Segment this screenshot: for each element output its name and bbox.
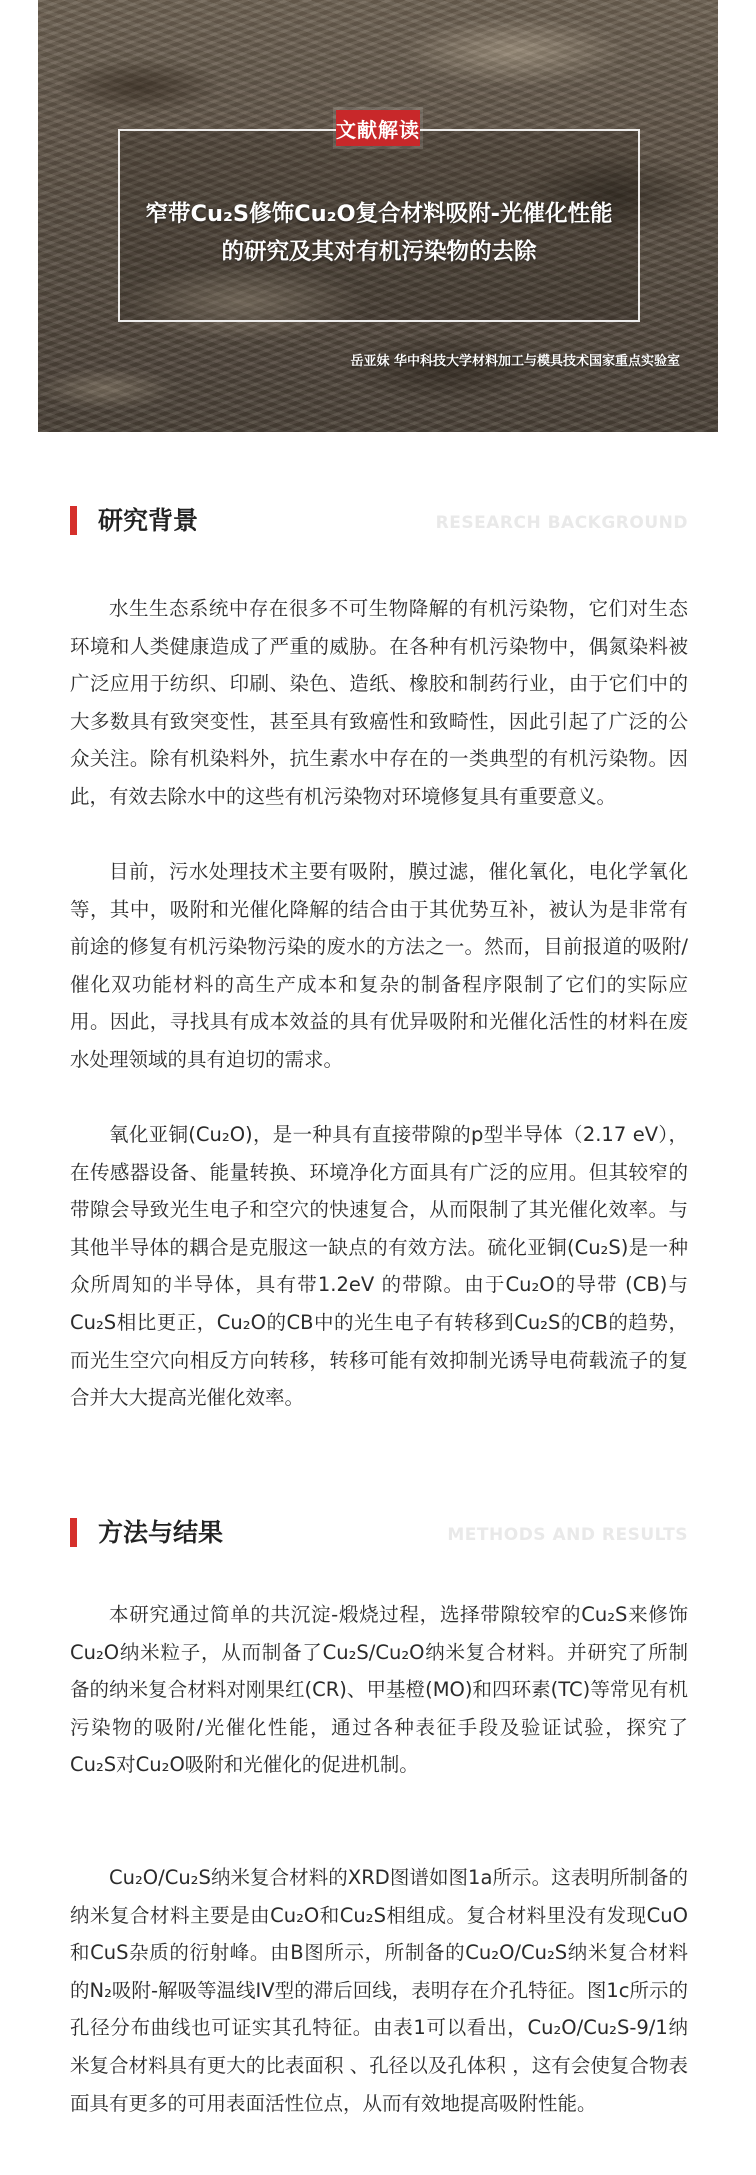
- section-title: 方法与结果: [98, 1518, 224, 1547]
- section-heading-background: [70, 505, 688, 539]
- hero-banner: [38, 0, 718, 432]
- article-title: [118, 195, 640, 271]
- article-title-line-1: 窄带Cu₂S修饰Cu₂O复合材料吸附-光催化性能: [145, 201, 613, 227]
- paragraph: 目前，污水处理技术主要有吸附，膜过滤，催化氧化，电化学氧化等，其中，吸附和光催化降解的结合由于其优势互补，被认为是非常有前途的修复有机污染物污染的废水的方法之一。然而，目前报道的吸附/催化双功能材料的高生产成本和复杂的制备程序限制了它们的实际应用。因此，寻找具有成本效益的具有优异吸附和光催化活性的材料在废水处理领域的具有迫切的需求。: [70, 860, 688, 1071]
- section-marker: [70, 506, 77, 535]
- author-affiliation: 岳亚妹 华中科技大学材料加工与模具技术国家重点实验室: [350, 354, 680, 369]
- section-heading-methods: [70, 1517, 688, 1551]
- paragraph: Cu₂O/Cu₂S纳米复合材料的XRD图谱如图1a所示。这表明所制备的纳米复合材料主要是由Cu₂O和Cu₂S相组成。复合材料里没有发现CuO和CuS杂质的衍射峰。由B图所示，所制备的Cu₂O/Cu₂S纳米复合材料的N₂吸附-解吸等温线IV型的滞后回线，表明存在介孔特征。图1c所示的孔径分布曲线也可证实其孔特征。由表1可以看出，Cu₂O/Cu₂S-9/1纳米复合材料具有更大的比表面积 、孔径以及孔体积 ，这有会使复合物表面具有更多的可用表面活性位点，从而有效地提高吸附性能。: [70, 1866, 688, 2115]
- paragraph: 本研究通过简单的共沉淀-煅烧过程，选择带隙较窄的Cu₂S来修饰Cu₂O纳米粒子，从而制备了Cu₂S/Cu₂O纳米复合材料。并研究了所制备的纳米复合材料对刚果红(CR)、甲基橙(MO)和四环素(TC)等常见有机污染物的吸附/光催化性能，通过各种表征手段及验证试验，探究了Cu₂S对Cu₂O吸附和光催化的促进机制。: [70, 1603, 688, 1777]
- journal-logo: 文献解读: [336, 110, 420, 146]
- section-marker: [70, 1518, 77, 1547]
- section-title-english: RESEARCH BACKGROUND: [435, 513, 688, 533]
- section-title-english: METHODS AND RESULTS: [447, 1525, 688, 1545]
- paragraph: 氧化亚铜(Cu₂O)，是一种具有直接带隙的p型半导体（2.17 eV），在传感器设备、能量转换、环境净化方面具有广泛的应用。但其较窄的带隙会导致光生电子和空穴的快速复合，从而限制了其光催化效率。与其他半导体的耦合是克服这一缺点的有效方法。硫化亚铜(Cu₂S)是一种众所周知的半导体，具有带1.2eV 的带隙。由于Cu₂O的导带 (CB)与Cu₂S相比更正，Cu₂O的CB中的光生电子有转移到Cu₂S的CB的趋势，而光生空穴向相反方向转移，转移可能有效抑制光诱导电荷载流子的复合并大大提高光催化效率。: [70, 1123, 688, 1410]
- article-title-line-2: 的研究及其对有机污染物的去除: [221, 239, 537, 265]
- section-title: 研究背景: [98, 506, 199, 535]
- paragraph: 水生生态系统中存在很多不可生物降解的有机污染物，它们对生态环境和人类健康造成了严重的威胁。在各种有机污染物中，偶氮染料被广泛应用于纺织、印刷、染色、造纸、橡胶和制药行业，由于它们中的大多数具有致突变性，甚至具有致癌性和致畸性，因此引起了广泛的公众关注。除有机染料外，抗生素水中存在的一类典型的有机污染物。因此，有效去除水中的这些有机污染物对环境修复具有重要意义。: [70, 597, 688, 808]
